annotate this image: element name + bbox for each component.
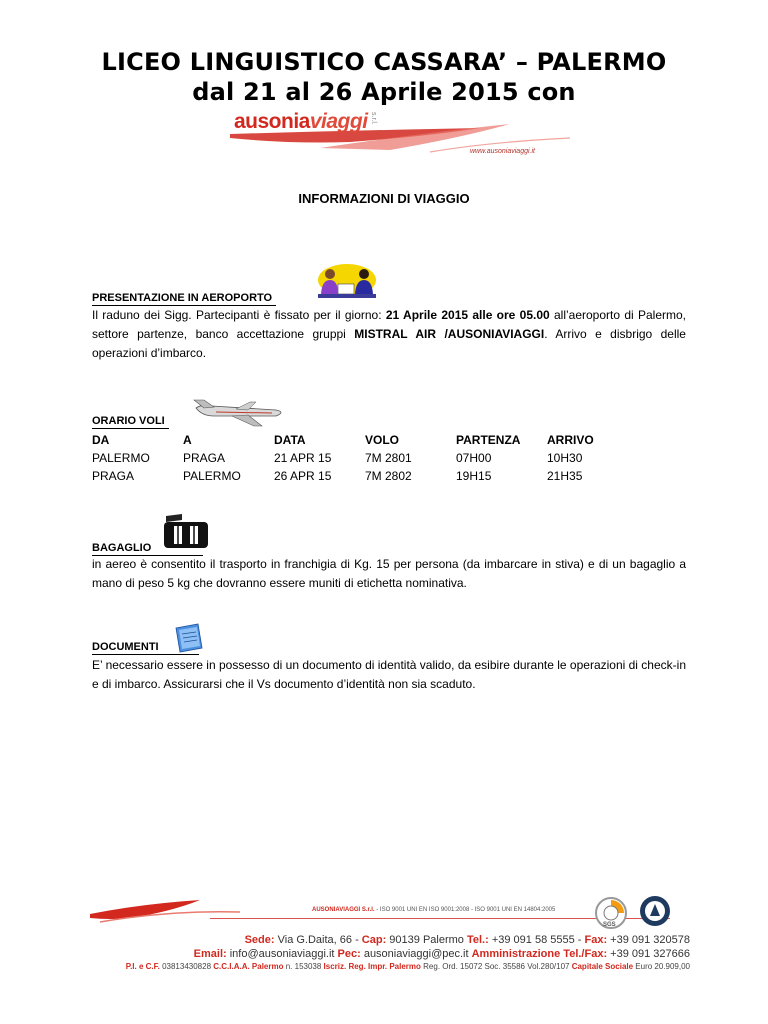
logo-part2: viaggi <box>309 110 368 133</box>
footer-label: Email: <box>193 948 227 960</box>
presentation-text-part: Il raduno dei Sigg. Partecipanti è fissato per il giorno: <box>92 308 386 322</box>
logo-part1: ausonia <box>234 110 310 133</box>
footer-value: Via G.Daita, 66 - <box>274 934 362 946</box>
accreditation-seal-icon <box>638 894 672 933</box>
flights-table <box>92 431 638 485</box>
table-cell: PRAGA <box>183 451 226 465</box>
sgs-seal-icon <box>594 896 628 935</box>
flights-heading: ORARIO VOLI <box>92 414 169 429</box>
footer-label: Pec: <box>337 948 361 960</box>
footer-label: Cap: <box>361 934 387 946</box>
footer-legal-line <box>90 962 690 971</box>
presentation-text-part: all’aeroporto di Palermo, settore partenze, banco accettazione gruppi <box>92 308 686 341</box>
letterhead-footer <box>90 892 690 982</box>
column-header: PARTENZA <box>456 433 521 447</box>
presentation-airline: MISTRAL AIR /AUSONIAVIAGGI <box>354 327 545 341</box>
documents-text: E’ necessario essere in possesso di un documento di identità valido, da esibire durante le operazioni di check-in e di imbarco. Assicurarsi che il Vs documento d’identità non sia scaduto. <box>92 658 686 691</box>
ausoniaviaggi-logo <box>230 108 570 160</box>
baggage-heading: BAGAGLIO <box>92 541 203 556</box>
table-row <box>92 467 638 485</box>
column-header: DATA <box>274 433 306 447</box>
footer-value: ausoniaviaggi@pec.it <box>360 948 472 960</box>
column-header: A <box>183 433 192 447</box>
footer-label: Amministrazione Tel./Fax: <box>471 948 608 960</box>
column-header: VOLO <box>365 433 400 447</box>
table-cell: 26 APR 15 <box>274 469 332 483</box>
table-cell: 21 APR 15 <box>274 451 332 465</box>
footer-value: 90139 Palermo <box>386 934 467 946</box>
documents-heading: DOCUMENTI <box>92 640 199 655</box>
footer-label: Sede: <box>244 934 275 946</box>
table-cell: 10H30 <box>547 451 583 465</box>
airplane-icon <box>192 394 288 433</box>
table-cell: 07H00 <box>456 451 492 465</box>
column-header: ARRIVO <box>547 433 594 447</box>
presentation-text <box>92 306 686 363</box>
footer-label: C.C.I.A.A. Palermo <box>213 962 284 971</box>
footer-label: Fax: <box>584 934 608 946</box>
meeting-people-icon <box>316 262 378 309</box>
footer-value: Euro 20.909,00 <box>633 962 690 971</box>
footer-label: Tel.: <box>466 934 489 946</box>
table-cell: PRAGA <box>92 469 135 483</box>
page-title: LICEO LINGUISTICO CASSARA’ – PALERMO <box>101 48 667 76</box>
presentation-text-part: . Arrivo e disbrigo delle operazioni d’imbarco. <box>92 327 686 360</box>
info-heading: INFORMAZIONI DI VIAGGIO <box>298 191 470 206</box>
footer-value: 03813430828 <box>159 962 214 971</box>
presentation-date: 21 Aprile 2015 alle ore 05.00 <box>385 308 550 322</box>
footer-value: Reg. Ord. 15072 Soc. 35586 Vol.280/107 <box>420 962 572 971</box>
sgs-label: SGS <box>603 922 616 928</box>
page-subtitle: dal 21 al 26 Aprile 2015 con <box>192 78 576 106</box>
table-cell: PALERMO <box>92 451 150 465</box>
footer-value: +39 091 327666 <box>607 948 690 960</box>
footer-label: Capitale Sociale <box>571 962 634 971</box>
presentation-heading: PRESENTAZIONE IN AEROPORTO <box>92 291 276 306</box>
footer-value: +39 091 320578 <box>607 934 690 946</box>
flights-header-row <box>92 431 638 449</box>
logo-url: www.ausoniaviaggi.it <box>470 148 535 155</box>
footer-label: P.I. e C.F. <box>125 962 160 971</box>
column-header: DA <box>92 433 110 447</box>
table-cell: 7M 2801 <box>365 451 412 465</box>
logo-suffix: s.r.l. <box>370 112 377 125</box>
table-cell: PALERMO <box>183 469 241 483</box>
table-cell: 19H15 <box>456 469 492 483</box>
footer-value: +39 091 58 5555 - <box>488 934 585 946</box>
certifications: - ISO 9001 UNI EN ISO 9001:2008 - ISO 9001 UNI EN 14804:2005 <box>374 907 556 913</box>
footer-label: Iscriz. Reg. Impr. Palermo <box>323 962 421 971</box>
table-row <box>92 449 638 467</box>
baggage-text: in aereo è consentito il trasporto in franchigia di Kg. 15 per persona (da imbarcare in stiva) e di un bagaglio a mano di peso 5 kg che dovranno essere muniti di etichetta nominativa. <box>92 557 686 590</box>
footer-value: n. 153038 <box>283 962 324 971</box>
table-cell: 21H35 <box>547 469 583 483</box>
certification-text <box>312 907 555 913</box>
footer-value: info@ausoniaviaggi.it <box>226 948 338 960</box>
company-name: AUSONIAVIAGGI S.r.l. <box>312 907 375 913</box>
logo-wordmark <box>234 110 368 134</box>
table-cell: 7M 2802 <box>365 469 412 483</box>
footer-address-line <box>90 934 690 946</box>
footer-contact-line <box>90 948 690 960</box>
